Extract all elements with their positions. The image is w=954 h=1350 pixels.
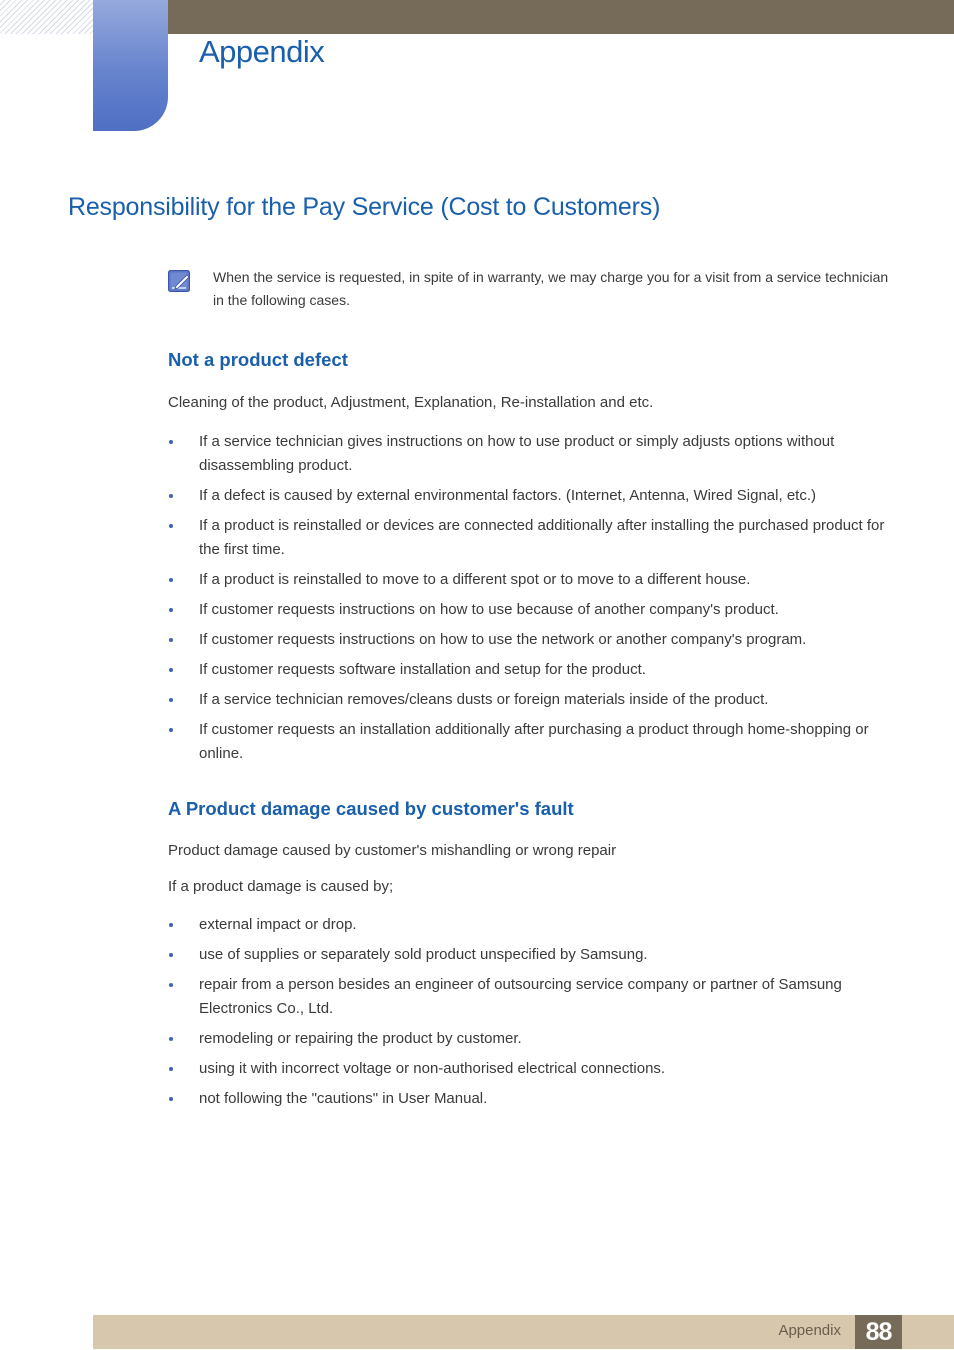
list-item [168,688,888,712]
list-item-text: not following the "cautions" in User Manual. [199,1090,488,1107]
list-item [168,628,888,652]
subheading-not-defect: Not a product defect [168,349,348,370]
list-item [168,718,888,766]
bullet-icon [169,953,173,957]
list-item [168,658,888,682]
main-content [168,349,888,1117]
list-item-text: repair from a person besides an engineer of outsourcing service company or partner of Samsung Electronics Co., Ltd. [199,976,842,1017]
list-item-text: If customer requests instructions on how to use the network or another company's program. [199,631,807,648]
list-item [168,1027,888,1051]
list-item-text: If a defect is caused by external environmental factors. (Internet, Antenna, Wired Signal, etc.) [199,487,816,504]
damage-list [168,913,888,1111]
bullet-icon [169,578,173,582]
list-item-text: remodeling or repairing the product by customer. [199,1030,522,1047]
damage-lead: If a product damage is caused by; [168,878,394,895]
list-item-text: If customer requests an installation additionally after purchasing a product through home-shopping or online. [199,721,869,762]
list-item-text: If customer requests instructions on how to use because of another company's product. [199,601,779,618]
list-item [168,1087,888,1111]
list-item-text: external impact or drop. [199,916,357,933]
list-item [168,973,888,1021]
not-defect-intro: Cleaning of the product, Adjustment, Explanation, Re-installation and etc. [168,394,654,411]
bullet-icon [169,440,173,444]
list-item [168,568,888,592]
list-item [168,430,888,478]
chapter-tab [93,0,168,131]
list-item [168,1057,888,1081]
note-pencil-icon [168,270,192,294]
bullet-icon [169,983,173,987]
list-item-text: use of supplies or separately sold product unspecified by Samsung. [199,946,648,963]
bullet-icon [169,608,173,612]
list-item-text: If a service technician removes/cleans dusts or foreign materials inside of the product. [199,691,769,708]
list-item-text: If a service technician gives instructions on how to use product or simply adjusts options without disassembling product. [199,433,835,474]
bullet-icon [169,923,173,927]
bullet-icon [169,698,173,702]
section-title: Responsibility for the Pay Service (Cost to Customers) [68,193,661,221]
list-item [168,943,888,967]
list-item-text: If a product is reinstalled to move to a different spot or to move to a different house. [199,571,751,588]
bullet-icon [169,1067,173,1071]
list-item [168,514,888,562]
page-number: 88 [855,1315,902,1349]
list-item [168,913,888,937]
list-item [168,598,888,622]
note-text: When the service is requested, in spite of in warranty, we may charge you for a visit from a service technician in the following cases. [213,269,889,308]
header-hatch-pattern [0,0,93,34]
bullet-icon [169,728,173,732]
not-defect-list [168,430,888,766]
header-bar [168,0,954,34]
footer-chapter-label: Appendix [778,1322,841,1339]
list-item-text: If customer requests software installation and setup for the product. [199,661,646,678]
bullet-icon [169,638,173,642]
list-item-text: If a product is reinstalled or devices are connected additionally after installing the purchased product for the first time. [199,517,885,558]
list-item [168,484,888,508]
bullet-icon [169,524,173,528]
bullet-icon [169,494,173,498]
bullet-icon [169,1037,173,1041]
bullet-icon [169,1097,173,1101]
list-item-text: using it with incorrect voltage or non-authorised electrical connections. [199,1060,666,1077]
subheading-customer-fault: A Product damage caused by customer's fault [168,798,574,819]
damage-intro: Product damage caused by customer's mishandling or wrong repair [168,842,617,859]
bullet-icon [169,668,173,672]
chapter-title: Appendix [199,34,325,69]
